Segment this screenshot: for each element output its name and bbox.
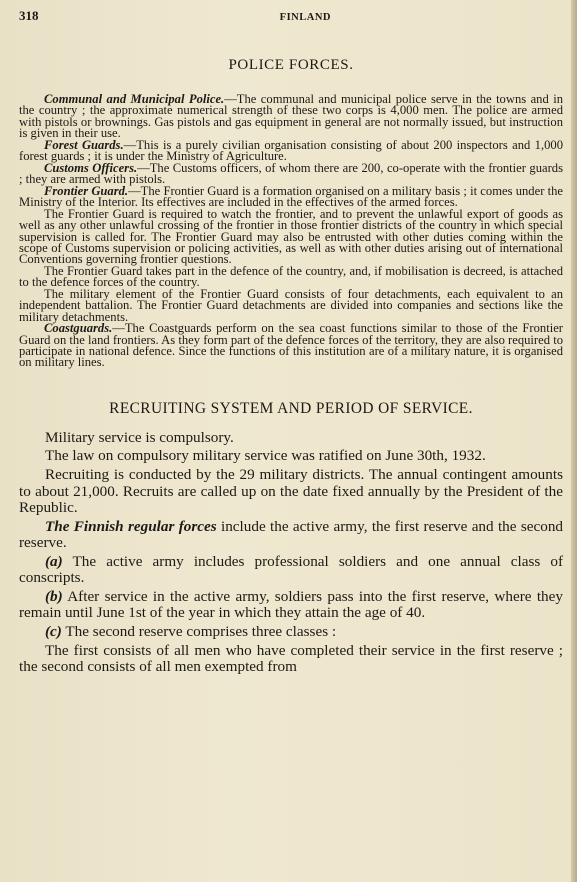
paragraph (19, 206, 563, 267)
paragraph (19, 519, 563, 552)
run-in-heading: Frontier Guard. (44, 183, 129, 198)
police-section-body (19, 94, 563, 369)
paragraph (19, 643, 563, 676)
recruiting-section-body (19, 430, 563, 676)
paragraph-text: The first consists of all men who have completed their service in the first reserve ; the second consists of all men exempted from (19, 641, 563, 675)
emphasis-lead: The Finnish regular forces (45, 517, 217, 535)
paragraph (19, 554, 563, 587)
paragraph-text: —The Customs officers, of whom there are 200, co-operate with the frontier guards ; they are armed with pistols. (19, 160, 563, 187)
paragraph-text: The second reserve comprises three classes : (61, 622, 337, 640)
paragraph-text: The law on compulsory military service was ratified on June 30th, 1932. (45, 447, 486, 465)
paragraph (19, 624, 563, 640)
paragraph-text: —The Frontier Guard is a formation organised on a military basis ; it comes under the Ministry of the Interior. Its effectives are included in the effectives of the armed forces. (19, 183, 563, 210)
paragraph (19, 448, 563, 464)
run-in-heading: Customs Officers. (44, 160, 138, 175)
run-in-heading: Coastguards. (44, 321, 113, 336)
paragraph (19, 467, 563, 516)
paragraph-text: The military element of the Frontier Guard consists of four detachments, each equivalent to an independent battalion. The Frontier Guard detachments are divided into companies and sections like the military detachments. (19, 287, 563, 324)
paragraph (19, 183, 563, 210)
paragraph (19, 263, 563, 290)
page-number: 318 (19, 8, 39, 23)
list-marker: (c) (45, 622, 62, 640)
paragraph-text: Recruiting is conducted by the 29 military districts. The annual contingent amounts to about 21,000. Recruits are called up on the date fixed annually by the President of the Republic. (19, 466, 563, 516)
paragraph-text: —The communal and municipal police serve in the towns and in the country ; the approximate numerical strength of these two corps is 4,000 men. The police are armed with pistols or brownings. Gas pistols and gas equipment in general are not normally issued, but instruction is given in their use. (19, 92, 563, 140)
section-title-police: POLICE FORCES. (228, 57, 354, 73)
paragraph (19, 323, 563, 368)
list-marker: (b) (45, 587, 63, 605)
paragraph (19, 137, 563, 163)
list-marker: (a) (45, 552, 63, 570)
section-title-recruiting: RECRUITING SYSTEM AND PERIOD OF SERVICE. (109, 399, 473, 417)
run-in-heading: Forest Guards. (44, 137, 124, 152)
paragraph-text: —This is a purely civilian organisation consisting of about 200 inspectors and 1,000 forest guards ; it is under the Ministry of Agriculture. (19, 137, 563, 163)
page-edge (571, 0, 577, 882)
paragraph (19, 289, 563, 323)
paragraph-text: include the active army, the first reserve and the second reserve. (19, 517, 564, 551)
page-header (19, 8, 563, 26)
run-in-heading: Communal and Municipal Police. (44, 92, 225, 106)
paragraph-text: Military service is compulsory. (45, 428, 234, 446)
paragraph-text: The Frontier Guard takes part in the defence of the country, and, if mobilisation is decreed, is attached to the defence forces of the country. (19, 263, 563, 290)
paragraph-text: —The Coastguards perform on the sea coast functions similar to those of the Frontier Guard on the land frontiers. As they form part of the defence forces of the territory, they are also required to participate in national defence. Since the functions of this institution are of a military nature, it is organised on military lines. (19, 321, 563, 370)
running-head: FINLAND (279, 12, 331, 23)
paragraph (19, 430, 563, 446)
paragraph-text: The active army includes professional soldiers and one annual class of conscripts. (19, 552, 563, 586)
paragraph (19, 94, 563, 139)
paragraph (19, 160, 563, 187)
paragraph (19, 589, 563, 622)
paragraph-text: The Frontier Guard is required to watch the frontier, and to prevent the unlawful export of goods as well as any other unlawful crossing of the frontier in those frontier districts of the country in which special supervision is called for. The Frontier Guard may also be entrusted with other duties coming within the scope of Customs supervision or policing activities, as well as with other duties arising out of international Conventions governing frontier questions. (19, 206, 563, 267)
paragraph-text: After service in the active army, soldiers pass into the first reserve, where they remain until June 1st of the year in which they attain the age of 40. (19, 587, 563, 622)
